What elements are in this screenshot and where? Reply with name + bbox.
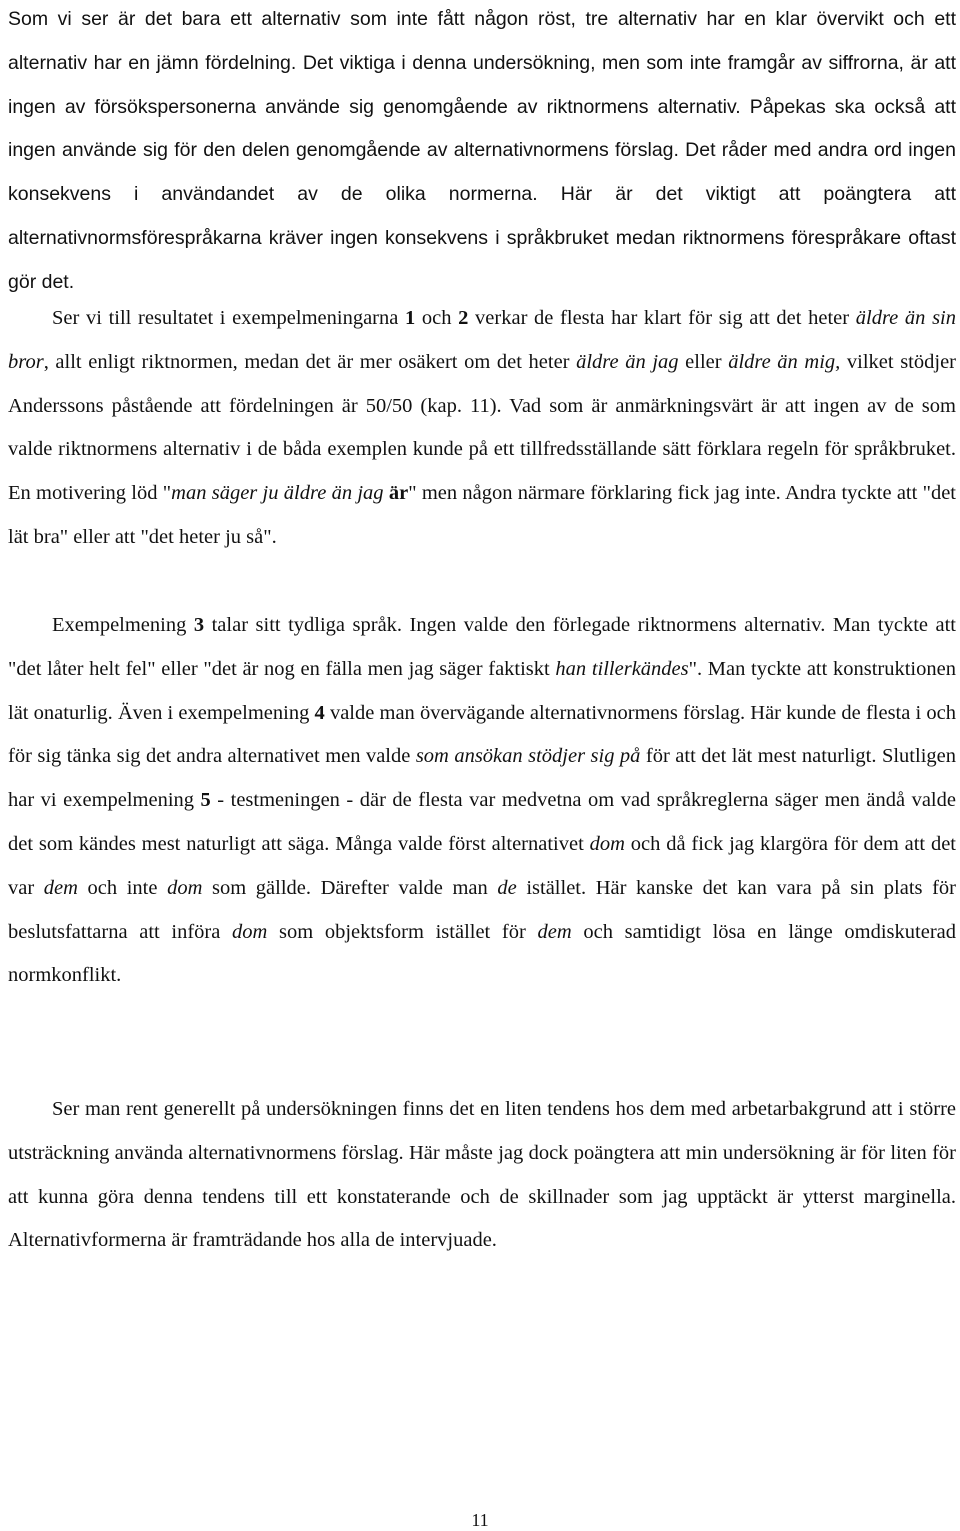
text-run: istället. Här kanske det kan vara på sin plats för beslutsfattarna att införa (8, 876, 956, 943)
example-phrase: dom (232, 920, 268, 943)
example-number: 3 (193, 614, 205, 636)
example-phrase: dom (167, 876, 203, 899)
text-run: för att det lät mest naturligt. Slutligen har vi exempelmening (8, 745, 956, 812)
text-run: vilket stödjer Anderssons påstående att fördelningen är 50/50 (kap. 11). Vad som är anmärkningsvärt är att ingen av de som valde riktnormens alternativ i de båda exemplen kunde på ett tillfredsställande sätt förklara regeln för språkbruket. En motivering löd " (8, 350, 956, 505)
text-run: och inte (77, 876, 168, 899)
example-phrase: äldre än jag (576, 350, 679, 373)
emphasis-word: är (388, 482, 409, 505)
paragraph-results-3-5 (8, 604, 956, 998)
example-number: 4 (314, 701, 325, 724)
text-run: Exempelmening (52, 614, 194, 636)
example-phrase: äldre än mig, (728, 350, 841, 373)
example-phrase: dem (537, 920, 572, 943)
example-phrase: dem (43, 876, 78, 899)
text-run: talar sitt tydliga språk. Ingen valde den förlegade riktnormens alternativ. Man tyckte att "det låter helt fel" eller "det är nog en fälla men jag säger faktiskt (8, 614, 956, 680)
text-run: ". Man tyckte att konstruktionen lät onaturlig. Även i exempelmening (8, 657, 956, 724)
text-run: och samtidigt lösa en länge omdiskuterad normkonflikt. (8, 920, 956, 987)
text-run: som gällde. Därefter valde man (202, 876, 498, 899)
text-run: som objektsform istället för (267, 920, 538, 943)
example-number: 5 (200, 789, 211, 812)
example-number: 2 (458, 307, 469, 329)
example-phrase: som ansökan stödjer sig på (415, 745, 641, 768)
text-run: , allt enligt riktnormen, medan det är mer osäkert om det heter (43, 350, 577, 373)
text-run: - testmeningen - där de flesta var medvetna om vad språkreglerna säger men ändå valde det som kändes mest naturligt att säga. Många valde först alternativet (8, 789, 956, 855)
text-run: verkar de flesta har klart för sig att det heter (468, 307, 856, 329)
text-run: Ser vi till resultatet i exempelmeningarna (52, 307, 405, 329)
example-phrase: dom (589, 832, 625, 855)
text-run: och då fick jag klargöra för dem att det var (8, 832, 956, 899)
text-run: eller (678, 350, 729, 373)
paragraph-general-tendency: Ser man rent generellt på undersökningen finns det en liten tendens hos dem med arbetarbakgrund att i större utsträckning använda alternativnormens förslag. Här måste jag dock poängtera att min undersökning är för liten för att kunna göra denna tendens till ett konstaterande och de skillnader som jag upptäckt är ytterst marginella. Alternativformerna är framträdande hos alla de intervjuade. (8, 1098, 956, 1252)
example-number: 1 (405, 307, 416, 329)
page-number: 11 (471, 1510, 489, 1530)
paragraph-results-1-2 (8, 297, 956, 560)
example-phrase: han tillerkändes (555, 657, 689, 680)
paragraph-summary: Som vi ser är det bara ett alternativ som inte fått någon röst, tre alternativ har en klar övervikt och ett alternativ har en jämn fördelning. Det viktiga i denna undersökning, men som inte framgår av siffrorna, är att ingen av försökspersonerna använde sig genomgående av riktnormens alternativ. Påpekas ska också att ingen använde sig för den delen genomgående av alternativnormens förslag. Det råder med andra ord ingen konsekvens i användandet av de olika normerna. Här är det viktigt att poängtera att alternativnormsförespråkarna kräver ingen konsekvens i språkbruket medan riktnormens förespråkare oftast gör det. (8, 8, 956, 293)
text-run: valde man övervägande alternativnormens förslag. Här kunde de flesta i och för sig tänka sig det andra alternativet men valde (8, 701, 956, 768)
example-phrase: man säger ju äldre än jag (171, 482, 389, 505)
example-phrase: de (497, 876, 517, 899)
text-run: och (415, 307, 459, 329)
text-run: " men någon närmare förklaring fick jag inte. Andra tyckte att "det lät bra" eller att "det heter ju så". (8, 482, 957, 548)
example-phrase: äldre än sin bror (8, 307, 956, 373)
